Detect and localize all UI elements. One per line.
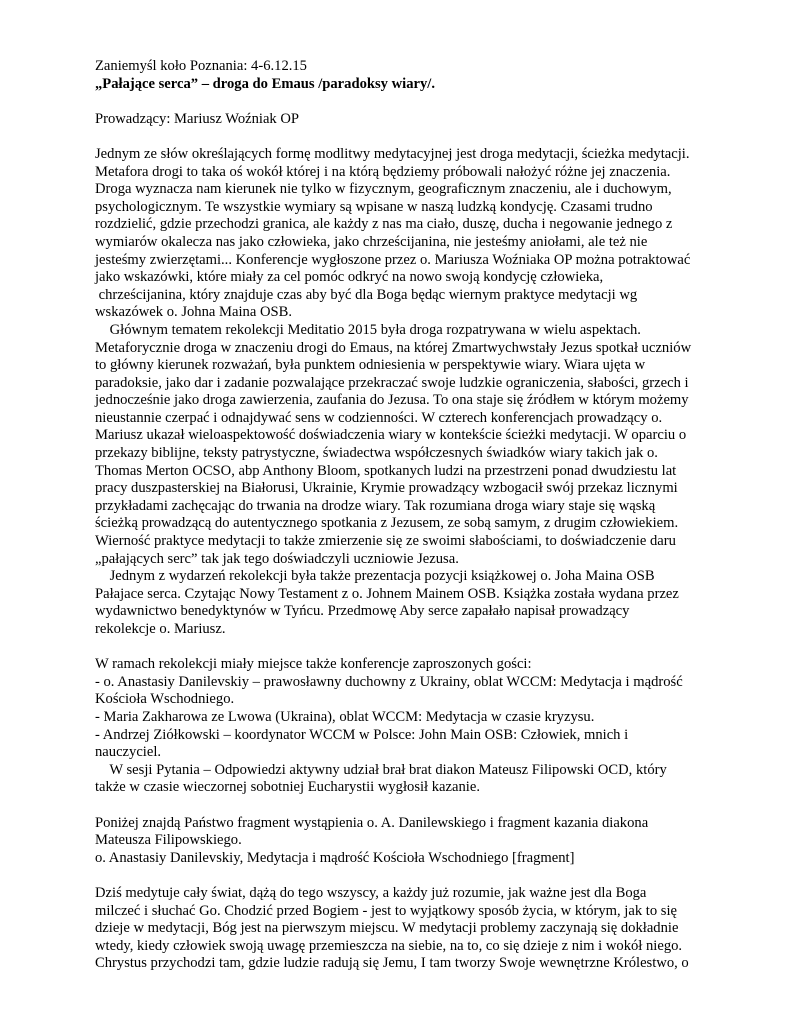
text-line: W sesji Pytania – Odpowiedzi aktywny udział brał brat diakon Mateusz Filipowski OCD, który [95,761,667,778]
text-line: ścieżką prowadzącą do autentycznego spotkania z Jezusem, ze sobą samym, z drugim człowiekiem. [95,515,679,532]
text-line: chrześcijanina, który znajduje czas aby być dla Boga będąc wiernym praktyce medytacji wg [95,286,638,303]
document-title: „Pałające serca” – droga do Emaus /paradoksy wiary/. [95,75,435,92]
text-line: Mateusza Filipowskiego. [95,832,242,849]
list-item: - Maria Zakharowa ze Lwowa (Ukraina), oblat WCCM: Medytacja w czasie kryzysu. [95,708,595,725]
text-line: wydawnictwo benedyktynów w Tyńcu. Przedmowę Aby serce zapałało napisał prowadzący [95,603,630,620]
text-line: Kościoła Wschodniego. [95,691,235,708]
paragraph-fragments [95,815,705,868]
leader-line: Prowadzący: Mariusz Woźniak OP [95,110,300,127]
text-line: Thomas Merton OCSO, abp Anthony Bloom, spotkanych ludzi na przestrzeni ponad dwudziestu lat [95,462,677,479]
text-line: Jednym z wydarzeń rekolekcji była także prezentacja pozycji książkowej o. Joha Maina OSB [95,568,655,585]
text-line: przykładami zachęcając do trwania na drodze wiary. Tak rozumiana droga wiary staje się wąską [95,497,656,514]
text-line: Wierność praktyce medytacji to także zmierzenie się ze swoimi słabościami, to doświadczenie daru [95,533,676,550]
text-line: Droga wyznacza nam kierunek nie tylko w fizycznym, geograficznym znaczeniu, ale i duchowym, [95,181,672,198]
spacer [95,639,705,657]
text-line: Chrystus przychodzi tam, gdzie ludzie radują się Jemu, I tam tworzy Swoje wewnętrzne Królestwo, o [95,955,689,972]
text-line: rozdzielić, gdzie przechodzi granica, ale każdy z nas ma ciało, duszę, ducha i negowanie jednego z [95,216,673,233]
paragraph-guests [95,656,705,797]
text-line: dzieje w medytacji, Bóg jest na pierwszym miejscu. W medytacji problemy zaczynają się dokładnie [95,920,679,937]
text-line: o. Anastasiy Danilevskiy, Medytacja i mądrość Kościoła Wschodniego [fragment] [95,849,575,866]
text-line: pracy duszpasterskiej na Białorusi, Ukrainie, Krymie prowadzący wzbogacił swój przekaz licznymi [95,480,678,497]
text-line: rekolekcje o. Mariusz. [95,621,226,637]
text-line: wymiarów okalecza nas jako człowieka, jako chrześcijanina, nie jesteśmy aniołami, ale też nie [95,233,648,250]
text-line: nieustannie czerpać i odnajdywać sens w codzienności. W czterech konferencjach prowadzący o. [95,409,663,426]
list-item: - Andrzej Ziółkowski – koordynator WCCM w Polsce: John Main OSB: Człowiek, mnich i [95,726,629,743]
paragraph-intro [95,146,705,322]
text-line: Jednym ze słów określających formę modlitwy medytacyjnej jest droga medytacji, ścieżka medytacji. [95,145,690,162]
spacer [95,867,705,885]
text-line: przekazy biblijne, teksty patrystyczne, świadectwa współczesnych świadków wiary takich jak o. [95,445,658,462]
text-line: milczeć i słuchać Go. Chodzić przed Bogiem - jest to wyjątkowy sposób życia, w którym, jak to się [95,902,677,919]
text-line: wskazówek o. Johna Maina OSB. [95,304,292,321]
text-line: nauczyciel. [95,744,162,761]
text-line: Metaforycznie droga w znaczeniu drogi do Emaus, na której Zmartwychwstały Jezus spotkał uczniów [95,339,692,356]
text-line: także w czasie wieczornej sobotniej Eucharystii wygłosił kazanie. [95,779,480,796]
text-line: Głównym tematem rekolekcji Meditatio 2015 była droga rozpatrywana w wielu aspektach. [95,321,641,338]
text-line: Pałajace serca. Czytając Nowy Testament z o. Johnem Mainem OSB. Książka została wydana przez [95,585,679,602]
text-line: jako wskazówki, które miały za cel pomóc odkryć na nowo swoją kondycję człowieka, [95,269,604,286]
place-date: Zaniemyśl koło Poznania: 4-6.12.15 [95,58,307,74]
text-line: Mariusz ukazał wieloaspektowość doświadczenia wiary w kontekście ścieżki medytacji. W oparciu o [95,427,687,444]
text-line: „pałających serc” tak jak tego doświadczyli uczniowie Jezusa. [95,550,459,567]
spacer [95,93,705,111]
text-line: Dziś medytuje cały świat, dążą do tego wszyscy, a każdy już rozumie, jak ważne jest dla Boga [95,884,647,901]
text-line: paradoksie, jako dar i zadanie pozwalające przekraczać swoje ludzkie ograniczenia, słabości, grzech i [95,374,689,391]
text-line: Poniżej znajdą Państwo fragment wystąpienia o. A. Danilewskiego i fragment kazania diakona [95,814,649,831]
spacer [95,797,705,815]
text-line: Metafora drogi to taka oś wokół której i na którą będziemy próbowali nałożyć różne jej znaczenia. [95,163,671,180]
paragraph-book [95,568,705,638]
text-line: wtedy, kiedy człowiek swoją uwagę przemieszcza na siebie, na to, co się dzieje z nim i wokół niego. [95,937,683,954]
list-item: - o. Anastasiy Danilevskiy – prawosławny duchowny z Ukrainy, oblat WCCM: Medytacja i mądrość [95,673,683,690]
paragraph-meditation [95,885,705,973]
text-line: W ramach rekolekcji miały miejsce także konferencje zaproszonych gości: [95,656,532,673]
text-line: to główny kierunek rozważań, była punktem odniesienia w perspektywie wiary. Wiara ujęta w [95,357,646,374]
document-body [95,58,705,973]
text-line: psychologicznym. Te wszystkie wymiary są wpisane w naszą ludzką kondycję. Czasami trudno [95,198,653,215]
text-line: jednocześnie jako droga zawierzenia, zaufania do Jezusa. To ona staje się źródłem w którym możemy [95,392,689,409]
paragraph-main-theme [95,322,705,568]
spacer [95,128,705,146]
text-line: jesteśmy zwierzętami... Konferencje wygłoszone przez o. Mariusza Woźniaka OP można potraktować [95,251,691,268]
